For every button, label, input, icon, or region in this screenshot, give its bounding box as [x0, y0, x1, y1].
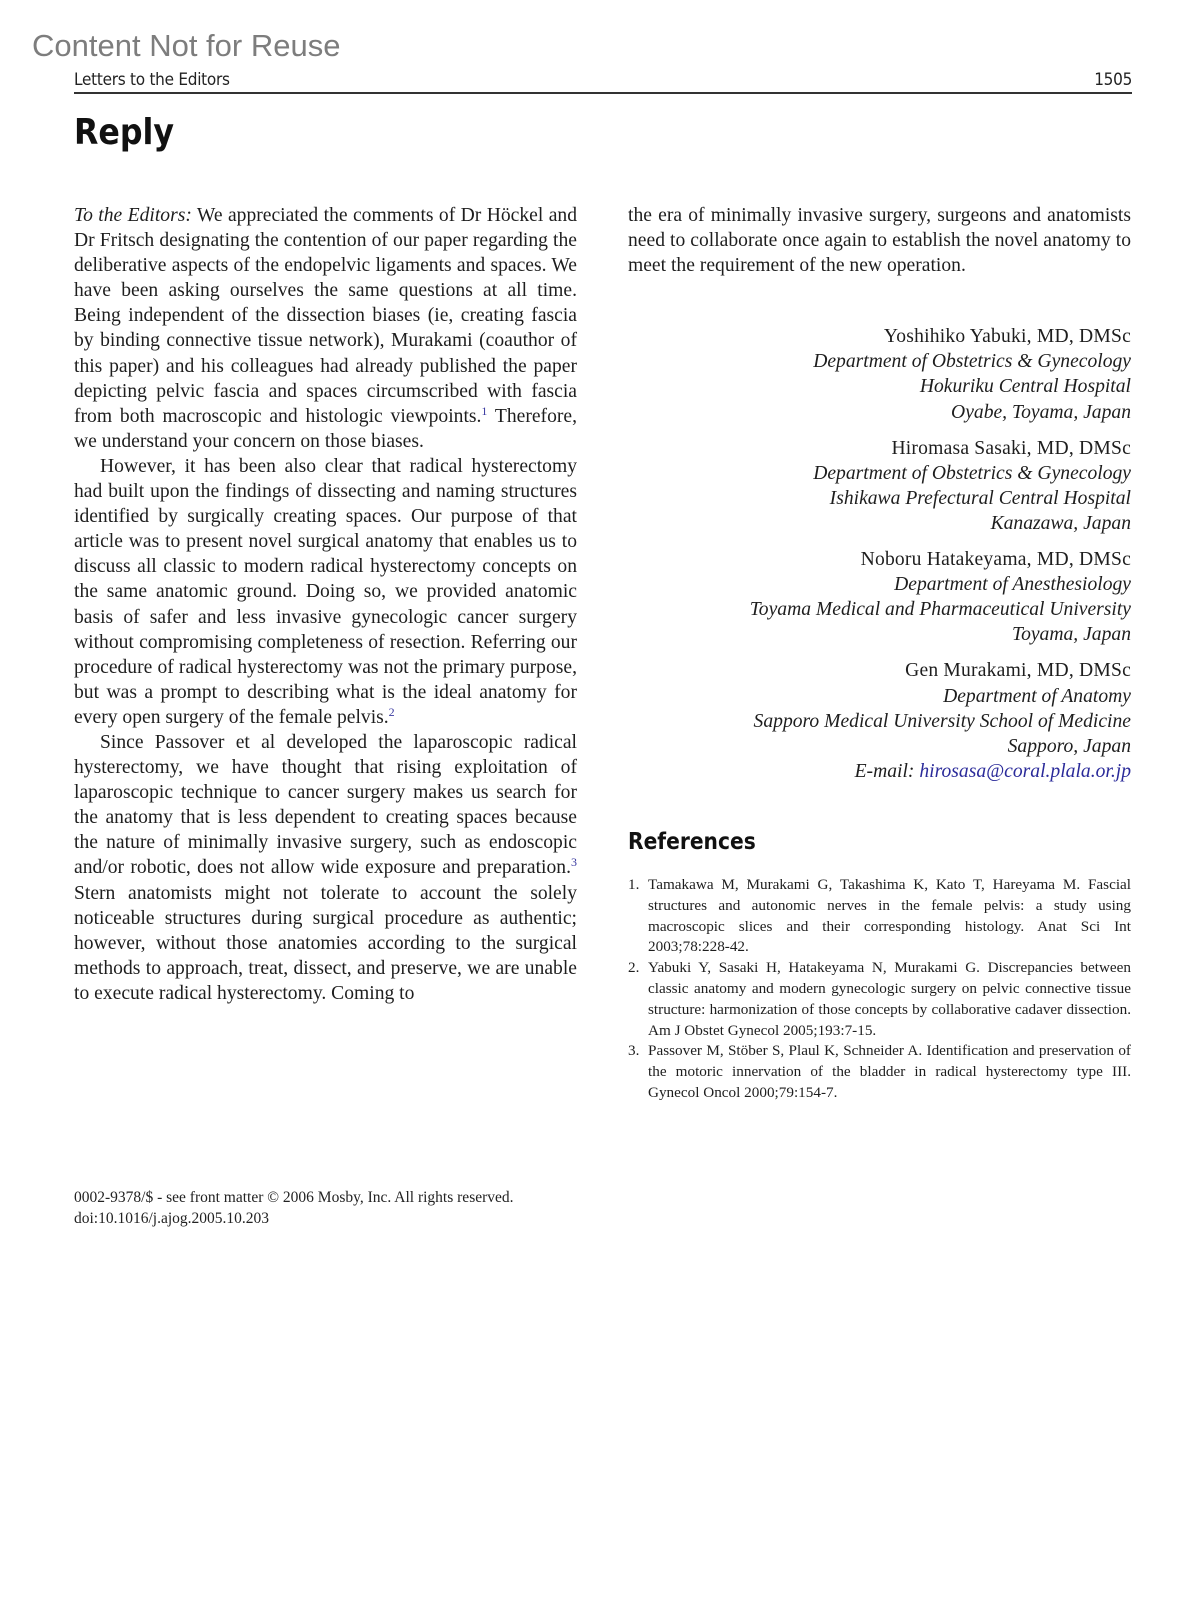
- author-signatures: [628, 324, 1131, 784]
- author-name: Noboru Hatakeyama, MD, DMSc: [860, 549, 1131, 571]
- right-column: [628, 203, 1131, 1119]
- email-line: [628, 759, 1131, 784]
- author-department: Department of Anesthesiology: [894, 574, 1131, 596]
- page-number: 1505: [1094, 70, 1132, 90]
- author-institution: Sapporo Medical University School of Medicine: [753, 710, 1131, 732]
- paragraph-2-text: However, it has been also clear that radical hysterectomy had built upon the findings of dissecting and naming structures identified by surgically creating spaces. Our purpose of that article was to present novel surgical anatomy that enables us to discuss all classic to modern radical hysterectomy concepts on the same anatomic ground. Doing so, we provided anatomic basis of safer and less invasive gynecologic cancer surgery without compromising completeness of resection. Referring our procedure of radical hysterectomy was not the primary purpose, but was a prompt to describing what is the ideal anatomy for every open surgery of the female pelvis.: [74, 455, 577, 728]
- author-block: [628, 658, 1131, 783]
- reference-number: 3.: [628, 1042, 640, 1060]
- paragraph-3-text-b: Stern anatomists might not tolerate to account the solely noticeable structures during surgical procedure as authentic; however, without those anatomies according to the surgical methods to approach, treat, dissect, and preserve, we are unable to execute radical hysterectomy. Coming to: [74, 882, 577, 1004]
- salutation: To the Editors:: [74, 205, 192, 226]
- paragraph-1: [74, 203, 577, 454]
- paragraph-1-text-a: We appreciated the comments of Dr Höckel and Dr Fritsch designating the contention of our paper regarding the deliberative aspects of the endopelvic ligaments and spaces. We have been asking ourselves the same questions at all time. Being independent of the dissection biases (ie, creating fascia by binding connective tissue network), Murakami (coauthor of this paper) and his colleagues had already published the paper depicting pelvic fascia and spaces circumscribed with fascia from both macroscopic and histologic viewpoints.: [74, 205, 577, 427]
- article-title: Reply: [74, 112, 175, 153]
- author-location: Toyama, Japan: [1011, 624, 1131, 646]
- paragraph-3-continued: the era of minimally invasive surgery, surgeons and anatomists need to collaborate once again to establish the novel anatomy to meet the requirement of the new operation.: [628, 205, 1131, 277]
- author-block: [628, 324, 1131, 424]
- paragraph-3-text-a: Since Passover et al developed the laparoscopic radical hysterectomy, we have thought that rising exploitation of laparoscopic technique to cancer surgery makes us search for the anatomy that is less dependent to creating spaces because the nature of minimally invasive surgery, such as endoscopic and/or robotic, does not allow wide exposure and preparation.: [74, 731, 577, 879]
- page-footer: [74, 1187, 514, 1229]
- citation-link-1[interactable]: 1: [481, 403, 488, 418]
- reference-text: Yabuki Y, Sasaki H, Hatakeyama N, Murakami G. Discrepancies between classic anatomy and modern gynecologic surgery on pelvic connective tissue structure: harmonization of those concepts by collaborative cadaver dissection. Am J Obstet Gynecol 2005;193:7-15.: [648, 959, 1131, 1039]
- author-location: Sapporo, Japan: [1007, 735, 1131, 757]
- running-head: [74, 66, 1132, 94]
- reference-item: [628, 1041, 1131, 1103]
- reference-number: 1.: [628, 875, 640, 893]
- reference-number: 2.: [628, 959, 640, 977]
- references-heading: References: [628, 828, 756, 855]
- reference-text: Passover M, Stöber S, Plaul K, Schneider A. Identification and preservation of the motoric innervation of the bladder in radical hysterectomy type III. Gynecol Oncol 2000;79:154-7.: [648, 1042, 1131, 1101]
- author-institution: Ishikawa Prefectural Central Hospital: [829, 487, 1131, 509]
- author-institution: Toyama Medical and Pharmaceutical University: [749, 599, 1131, 621]
- paragraph-2: [74, 454, 577, 730]
- author-block: [628, 436, 1131, 536]
- author-name: Gen Murakami, MD, DMSc: [905, 660, 1131, 682]
- reference-item: [628, 875, 1131, 958]
- author-department: Department of Anatomy: [943, 685, 1131, 707]
- author-location: Oyabe, Toyama, Japan: [951, 401, 1131, 423]
- paragraph-1-text-b: Therefore, we understand your concern on those biases.: [74, 405, 577, 452]
- citation-link-2[interactable]: 2: [388, 704, 395, 719]
- doi[interactable]: doi:10.1016/j.ajog.2005.10.203: [74, 1210, 270, 1227]
- email-label: E-mail:: [854, 760, 920, 782]
- citation-link-3[interactable]: 3: [571, 855, 577, 870]
- author-name: Yoshihiko Yabuki, MD, DMSc: [883, 326, 1131, 348]
- reference-text: Tamakawa M, Murakami G, Takashima K, Kato T, Hareyama M. Fascial structures and autonomic nerves in the female pelvis: a study using macroscopic slices and their corresponding histology. Anat Sci Int 2003;78:228-42.: [648, 875, 1131, 956]
- author-department: Department of Obstetrics & Gynecology: [813, 351, 1131, 373]
- section-label: Letters to the Editors: [74, 70, 230, 90]
- email-link[interactable]: hirosasa@coral.plala.or.jp: [919, 760, 1131, 782]
- references-list: [628, 875, 1131, 1104]
- copyright-notice: 0002-9378/$ - see front matter © 2006 Mosby, Inc. All rights reserved.: [74, 1189, 514, 1206]
- paragraph-3: [74, 730, 577, 1006]
- author-institution: Hokuriku Central Hospital: [919, 376, 1131, 398]
- author-block: [628, 547, 1131, 647]
- watermark: Content Not for Reuse: [32, 28, 341, 63]
- left-column: [74, 203, 577, 1006]
- author-name: Hiromasa Sasaki, MD, DMSc: [891, 437, 1131, 459]
- author-department: Department of Obstetrics & Gynecology: [813, 462, 1131, 484]
- author-location: Kanazawa, Japan: [990, 512, 1131, 534]
- reference-item: [628, 958, 1131, 1041]
